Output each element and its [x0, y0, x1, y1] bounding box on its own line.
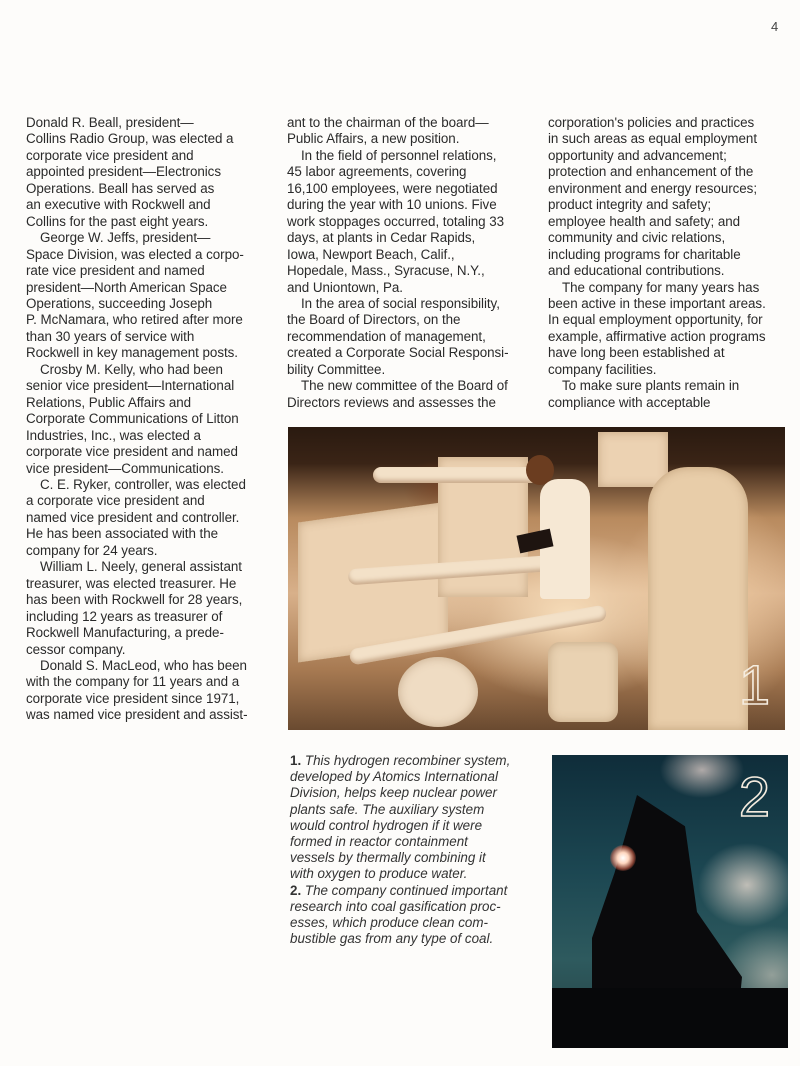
motor: [398, 657, 478, 727]
caption-text: research into coal gasification proc-: [290, 898, 501, 914]
caption-line: [290, 785, 540, 801]
caption-text: Division, helps keep nuclear power: [290, 785, 497, 801]
text-line: 45 labor agreements, covering: [287, 164, 467, 180]
caption-number: 1.: [290, 753, 305, 768]
text-line: including 12 years as treasurer of: [26, 608, 223, 624]
text-line: named vice president and controller.: [26, 509, 240, 525]
caption-text: The company continued important: [304, 882, 508, 898]
text-column-2: [287, 115, 537, 411]
photo-captions: [290, 753, 540, 947]
text-line: In the area of social responsibility,: [301, 295, 500, 311]
text-line: Public Affairs, a new position.: [287, 131, 460, 147]
text-line: company for 24 years.: [26, 542, 158, 558]
caption-line: [290, 802, 540, 818]
text-line: opportunity and advancement;: [548, 147, 727, 163]
text-line: In equal employment opportunity, for: [548, 312, 763, 328]
text-line: William L. Neely, general assistant: [40, 559, 242, 575]
vessel: [648, 467, 748, 730]
text-line: Donald R. Beall, president—: [26, 115, 194, 130]
text-line: and educational contributions.: [548, 263, 725, 279]
caption-line: [290, 883, 540, 899]
text-line: corporation's policies and practices: [548, 115, 755, 130]
text-line: The company for many years has: [562, 279, 760, 295]
caption-number: 2.: [290, 882, 305, 898]
text-line: Corporate Communications of Litton: [26, 411, 239, 427]
control-box: [598, 432, 668, 487]
caption-line: [290, 866, 540, 882]
text-line: than 30 years of service with: [26, 328, 195, 344]
text-line: Rockwell Manufacturing, a prede-: [26, 625, 224, 641]
caption-line: [290, 931, 540, 947]
text-line: George W. Jeffs, president—: [40, 230, 211, 246]
photo-number-2: 2: [738, 765, 770, 828]
text-line: 16,100 employees, were negotiated: [287, 180, 498, 196]
text-line: Relations, Public Affairs and: [26, 394, 192, 410]
caption-line: [290, 899, 540, 915]
ground-silhouette: [552, 988, 788, 1048]
caption-text: vessels by thermally combining it: [290, 850, 486, 866]
text-line: To make sure plants remain in: [562, 378, 740, 394]
caption-text: formed in reactor containment: [290, 834, 468, 850]
text-line: recommendation of management,: [287, 328, 486, 344]
text-line: Hopedale, Mass., Syracuse, N.Y.,: [287, 263, 485, 279]
caption-text: esses, which produce clean com-: [290, 915, 488, 931]
text-line: Rockwell in key management posts.: [26, 345, 238, 361]
text-line: the Board of Directors, on the: [287, 312, 461, 328]
text-line: was named vice president and assist-: [26, 707, 248, 723]
text-line: corporate vice president since 1971,: [26, 690, 240, 706]
text-line: employee health and safety; and: [548, 213, 741, 229]
text-line: cessor company.: [26, 641, 126, 657]
caption-line: [290, 834, 540, 850]
text-line: days, at plants in Cedar Rapids,: [287, 230, 476, 246]
text-line: a corporate vice president and: [26, 493, 205, 509]
text-line: example, affirmative action programs: [548, 328, 766, 344]
text-line: Space Division, was elected a corpo-: [26, 246, 244, 262]
text-line: been active in these important areas.: [548, 295, 766, 311]
text-line: Collins for the past eight years.: [26, 213, 209, 229]
caption-text: This hydrogen recombiner system,: [304, 753, 511, 768]
text-line: corporate vice president and: [26, 147, 194, 163]
text-line: an executive with Rockwell and: [26, 197, 211, 213]
text-line: with the company for 11 years and a: [26, 674, 240, 690]
text-line: He has been associated with the: [26, 526, 218, 542]
caption-line: [290, 818, 540, 834]
text-line: has been with Rockwell for 28 years,: [26, 592, 243, 608]
text-line: Operations. Beall has served as: [26, 180, 215, 196]
text-line: Iowa, Newport Beach, Calif.,: [287, 246, 455, 262]
caption-text: with oxygen to produce water.: [290, 866, 468, 882]
text-line: Crosby M. Kelly, who had been: [40, 361, 223, 377]
caption-text: would control hydrogen if it were: [290, 817, 483, 833]
pump: [548, 642, 618, 722]
photo-coal-gasification: [552, 755, 788, 1048]
text-line: In the field of personnel relations,: [301, 147, 497, 163]
pipe: [373, 467, 543, 483]
text-line: president—North American Space: [26, 279, 227, 295]
text-line: appointed president—Electronics: [26, 164, 221, 180]
text-line: bility Committee.: [287, 361, 386, 377]
text-line: vice president—Communications.: [26, 460, 224, 476]
caption-line: [290, 915, 540, 931]
text-line: protection and enhancement of the: [548, 164, 754, 180]
text-line: have long been established at: [548, 345, 725, 361]
text-line: work stoppages occurred, totaling 33: [287, 213, 505, 229]
text-line: during the year with 10 unions. Five: [287, 197, 497, 213]
text-line: Donald S. MacLeod, who has been: [40, 657, 247, 673]
caption-text: developed by Atomics International: [290, 769, 498, 785]
text-line: community and civic relations,: [548, 230, 726, 246]
text-line: including programs for charitable: [548, 246, 741, 262]
text-line: Collins Radio Group, was elected a: [26, 131, 234, 147]
sun-flare-icon: [610, 845, 636, 871]
text-line: created a Corporate Social Responsi-: [287, 345, 509, 361]
text-line: in such areas as equal employment: [548, 131, 757, 147]
caption-line: [290, 769, 540, 785]
text-line: The new committee of the Board of: [301, 378, 508, 394]
caption-line: [290, 850, 540, 866]
caption-line: [290, 753, 540, 769]
caption-text: bustible gas from any type of coal.: [290, 931, 494, 947]
photo-hydrogen-recombiner: [288, 427, 785, 730]
text-line: Directors reviews and assesses the: [287, 394, 496, 410]
text-line: compliance with acceptable: [548, 394, 711, 410]
text-line: C. E. Ryker, controller, was elected: [40, 476, 246, 492]
text-line: ant to the chairman of the board—: [287, 115, 489, 130]
text-line: corporate vice president and named: [26, 444, 238, 460]
text-line: product integrity and safety;: [548, 197, 712, 213]
text-line: and Uniontown, Pa.: [287, 279, 403, 295]
caption-text: plants safe. The auxiliary system: [290, 801, 485, 817]
text-line: treasurer, was elected treasurer. He: [26, 575, 237, 591]
photo-number-1: 1: [738, 653, 770, 716]
text-column-1: [26, 115, 276, 724]
text-line: Operations, succeeding Joseph: [26, 295, 213, 311]
text-line: rate vice president and named: [26, 263, 205, 279]
text-column-3: [548, 115, 800, 411]
text-line: senior vice president—International: [26, 378, 235, 394]
text-line: company facilities.: [548, 361, 657, 377]
page-number: 4: [771, 19, 779, 34]
text-line: Industries, Inc., was elected a: [26, 427, 201, 443]
text-line: environment and energy resources;: [548, 180, 757, 196]
text-line: P. McNamara, who retired after more: [26, 312, 243, 328]
